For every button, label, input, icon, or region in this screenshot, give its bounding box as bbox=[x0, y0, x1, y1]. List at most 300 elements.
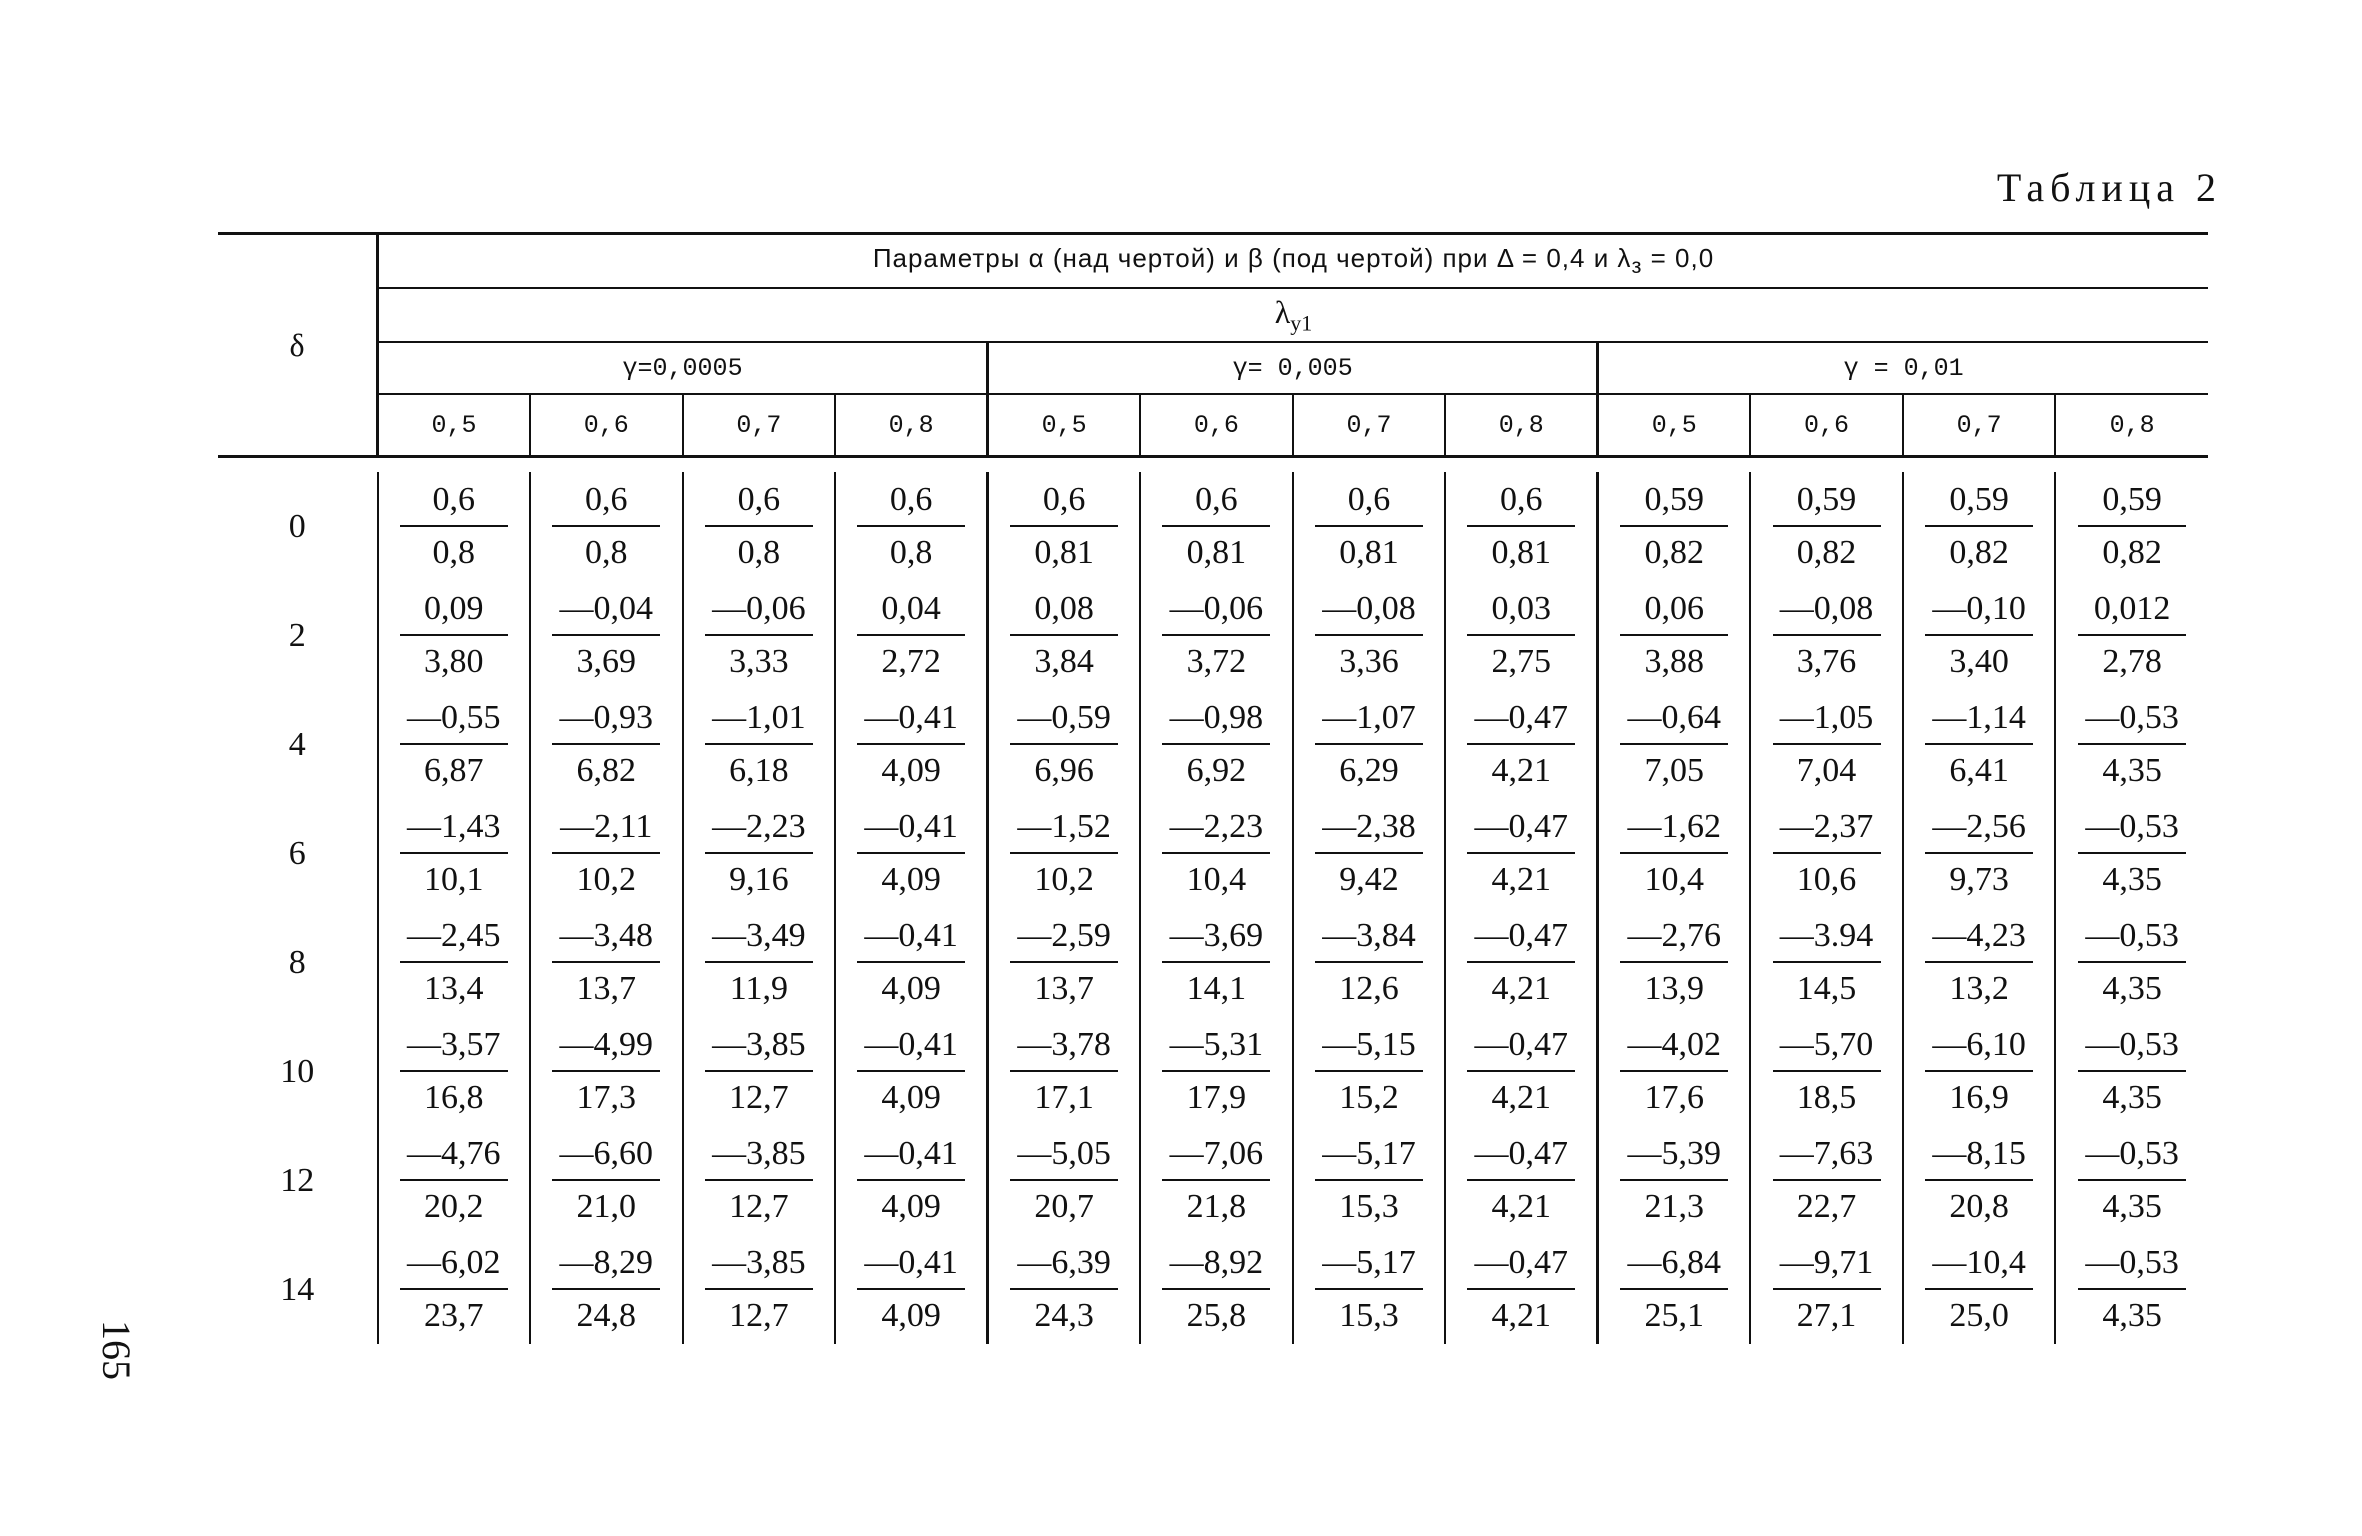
alpha-value: —0,53 bbox=[2078, 693, 2186, 745]
table-cell bbox=[988, 472, 1141, 581]
table-cell bbox=[835, 472, 988, 581]
alpha-value: —5,15 bbox=[1315, 1020, 1423, 1072]
alpha-value: —0,41 bbox=[857, 1238, 965, 1290]
beta-value: 9,73 bbox=[1949, 860, 2009, 898]
alpha-value: —10,4 bbox=[1925, 1238, 2033, 1290]
beta-value: 4,35 bbox=[2102, 969, 2162, 1007]
alpha-value: 0,59 bbox=[1773, 475, 1881, 527]
alpha-value: —2,76 bbox=[1620, 911, 1728, 963]
beta-value: 24,8 bbox=[576, 1296, 637, 1334]
table-cell bbox=[835, 690, 988, 799]
fraction bbox=[1620, 584, 1728, 688]
alpha-value: —0,98 bbox=[1162, 693, 1270, 745]
lambda-value-header: 0,5 bbox=[378, 394, 531, 457]
table-cell bbox=[683, 1126, 836, 1235]
fraction bbox=[1773, 475, 1881, 579]
fraction bbox=[705, 911, 813, 1015]
table-cell bbox=[1445, 908, 1598, 1017]
table-caption: Таблица 2 bbox=[1996, 165, 2222, 210]
table-cell bbox=[683, 799, 836, 908]
table-cell bbox=[378, 1017, 531, 1126]
beta-value: 10,6 bbox=[1796, 860, 1857, 898]
fraction bbox=[1620, 911, 1728, 1015]
table-cell bbox=[1445, 1126, 1598, 1235]
alpha-value: —1,05 bbox=[1773, 693, 1881, 745]
table-cell bbox=[1140, 581, 1293, 690]
beta-value: 4,21 bbox=[1491, 969, 1551, 1007]
fraction bbox=[1162, 584, 1270, 688]
table-cell bbox=[1445, 799, 1598, 908]
lambda-value-header: 0,7 bbox=[1903, 394, 2056, 457]
lambda-header bbox=[378, 288, 2209, 342]
alpha-value: 0,59 bbox=[2078, 475, 2186, 527]
parameters-table bbox=[218, 232, 2208, 1344]
table-cell bbox=[1750, 908, 1903, 1017]
table-cell bbox=[1598, 690, 1751, 799]
table-cell bbox=[378, 690, 531, 799]
table-cell bbox=[683, 472, 836, 581]
fraction bbox=[1315, 584, 1423, 688]
beta-value: 13,2 bbox=[1949, 969, 2009, 1007]
fraction bbox=[857, 802, 965, 906]
beta-value: 3,33 bbox=[729, 642, 789, 680]
beta-value: 12,7 bbox=[729, 1187, 789, 1225]
beta-value: 4,35 bbox=[2102, 1078, 2162, 1116]
beta-value: 6,18 bbox=[729, 751, 789, 789]
fraction bbox=[1925, 475, 2033, 579]
alpha-value: —5,17 bbox=[1315, 1238, 1423, 1290]
table-cell bbox=[1598, 908, 1751, 1017]
fraction bbox=[2078, 475, 2186, 579]
table-cell bbox=[1903, 1017, 2056, 1126]
beta-value: 21,8 bbox=[1186, 1187, 1247, 1225]
alpha-value: 0,03 bbox=[1467, 584, 1575, 636]
table-spacer-cell bbox=[218, 457, 2208, 473]
alpha-value: —7,63 bbox=[1773, 1129, 1881, 1181]
table-cell bbox=[530, 1235, 683, 1344]
table-cell bbox=[530, 1017, 683, 1126]
beta-value: 0,81 bbox=[1034, 533, 1094, 571]
alpha-value: 0,59 bbox=[1925, 475, 2033, 527]
alpha-value: —3,57 bbox=[400, 1020, 508, 1072]
fraction bbox=[857, 1020, 965, 1124]
alpha-value: —3,85 bbox=[705, 1238, 813, 1290]
beta-value: 13,7 bbox=[576, 969, 637, 1007]
beta-value: 0,82 bbox=[1644, 533, 1705, 571]
beta-value: 25,8 bbox=[1186, 1296, 1247, 1334]
lambda-value-header: 0,6 bbox=[1750, 394, 1903, 457]
beta-value: 4,09 bbox=[881, 751, 941, 789]
beta-value: 4,35 bbox=[2102, 860, 2162, 898]
table-cell bbox=[1750, 1235, 1903, 1344]
fraction bbox=[1773, 802, 1881, 906]
beta-value: 0,81 bbox=[1186, 533, 1247, 571]
beta-value: 11,9 bbox=[729, 969, 788, 1007]
beta-value: 4,21 bbox=[1491, 1296, 1551, 1334]
beta-value: 10,4 bbox=[1186, 860, 1247, 898]
beta-value: 10,1 bbox=[424, 860, 484, 898]
delta-value: 2 bbox=[288, 616, 306, 654]
table-cell bbox=[1598, 581, 1751, 690]
alpha-value: 0,08 bbox=[1010, 584, 1118, 636]
table-cell bbox=[1140, 690, 1293, 799]
alpha-value: —3,85 bbox=[705, 1020, 813, 1072]
alpha-value: —0,08 bbox=[1773, 584, 1881, 636]
fraction bbox=[552, 1020, 660, 1124]
fraction bbox=[552, 911, 660, 1015]
table-cell bbox=[378, 581, 531, 690]
fraction bbox=[552, 584, 660, 688]
table-cell bbox=[1293, 908, 1446, 1017]
alpha-value: —6,84 bbox=[1620, 1238, 1728, 1290]
alpha-value: 0,06 bbox=[1620, 584, 1728, 636]
table-cell bbox=[378, 1235, 531, 1344]
lambda-symbol: λ bbox=[1274, 293, 1291, 330]
beta-value: 0,8 bbox=[889, 533, 933, 571]
fraction bbox=[857, 475, 965, 579]
fraction bbox=[1162, 1238, 1270, 1342]
beta-value: 20,2 bbox=[424, 1187, 484, 1225]
alpha-value: —3,78 bbox=[1010, 1020, 1118, 1072]
fraction bbox=[2078, 693, 2186, 797]
fraction bbox=[1925, 911, 2033, 1015]
fraction bbox=[857, 911, 965, 1015]
beta-value: 20,8 bbox=[1949, 1187, 2009, 1225]
fraction bbox=[1773, 584, 1881, 688]
fraction bbox=[1315, 475, 1423, 579]
table-cell bbox=[683, 908, 836, 1017]
alpha-value: —0,53 bbox=[2078, 802, 2186, 854]
fraction bbox=[2078, 584, 2186, 688]
alpha-value: —0,93 bbox=[552, 693, 660, 745]
beta-value: 14,5 bbox=[1796, 969, 1857, 1007]
beta-value: 3,36 bbox=[1339, 642, 1399, 680]
fraction bbox=[1315, 911, 1423, 1015]
fraction bbox=[1315, 1020, 1423, 1124]
beta-value: 4,35 bbox=[2102, 1296, 2162, 1334]
fraction bbox=[705, 475, 813, 579]
alpha-value: —5,70 bbox=[1773, 1020, 1881, 1072]
beta-value: 4,09 bbox=[881, 1078, 941, 1116]
delta-value: 6 bbox=[288, 834, 306, 872]
fraction bbox=[1773, 1238, 1881, 1342]
fraction bbox=[1925, 584, 2033, 688]
fraction bbox=[400, 475, 508, 579]
beta-value: 17,1 bbox=[1034, 1078, 1094, 1116]
alpha-value: —2,11 bbox=[552, 802, 660, 854]
fraction bbox=[1773, 1129, 1881, 1233]
fraction bbox=[1620, 1020, 1728, 1124]
alpha-value: —0,47 bbox=[1467, 1020, 1575, 1072]
table-cell bbox=[1293, 1235, 1446, 1344]
table-row bbox=[218, 1017, 2208, 1126]
beta-value: 13,9 bbox=[1644, 969, 1705, 1007]
alpha-value: 0,04 bbox=[857, 584, 965, 636]
table-title bbox=[378, 234, 2209, 289]
table-cell bbox=[988, 690, 1141, 799]
fraction bbox=[1162, 1129, 1270, 1233]
fraction bbox=[2078, 1129, 2186, 1233]
beta-value: 7,05 bbox=[1644, 751, 1705, 789]
table-cell bbox=[988, 1126, 1141, 1235]
table-cell bbox=[1140, 799, 1293, 908]
alpha-value: —3.94 bbox=[1773, 911, 1881, 963]
beta-value: 12,7 bbox=[729, 1078, 789, 1116]
fraction bbox=[400, 584, 508, 688]
fraction bbox=[1162, 475, 1270, 579]
gamma-group-header: γ = 0,01 bbox=[1598, 342, 2208, 394]
table-cell bbox=[1445, 1017, 1598, 1126]
fraction bbox=[1925, 1238, 2033, 1342]
alpha-value: —5,05 bbox=[1010, 1129, 1118, 1181]
fraction bbox=[1467, 802, 1575, 906]
table-cell bbox=[1598, 1017, 1751, 1126]
table-cell bbox=[988, 1017, 1141, 1126]
alpha-value: —9,71 bbox=[1773, 1238, 1881, 1290]
table-cell bbox=[835, 1126, 988, 1235]
alpha-value: 0,6 bbox=[857, 475, 965, 527]
table-cell bbox=[1750, 472, 1903, 581]
alpha-value: —2,23 bbox=[1162, 802, 1270, 854]
table-cell bbox=[378, 799, 531, 908]
fraction bbox=[552, 802, 660, 906]
beta-value: 0,81 bbox=[1339, 533, 1399, 571]
table-row bbox=[218, 799, 2208, 908]
table-cell bbox=[530, 1126, 683, 1235]
beta-value: 12,7 bbox=[729, 1296, 789, 1334]
table-cell bbox=[378, 1126, 531, 1235]
beta-value: 17,3 bbox=[576, 1078, 637, 1116]
table-cell bbox=[1598, 799, 1751, 908]
table-cell bbox=[1750, 581, 1903, 690]
alpha-value: 0,6 bbox=[552, 475, 660, 527]
table-cell bbox=[378, 908, 531, 1017]
fraction bbox=[1315, 693, 1423, 797]
alpha-value: —3,84 bbox=[1315, 911, 1423, 963]
alpha-value: —0,47 bbox=[1467, 802, 1575, 854]
fraction bbox=[1010, 1129, 1118, 1233]
lambda-subscript: у1 bbox=[1290, 310, 1313, 336]
alpha-value: —2,37 bbox=[1773, 802, 1881, 854]
alpha-value: 0,6 bbox=[1010, 475, 1118, 527]
table-cell bbox=[1750, 1126, 1903, 1235]
beta-value: 3,88 bbox=[1644, 642, 1705, 680]
beta-value: 0,82 bbox=[1949, 533, 2009, 571]
alpha-value: —2,23 bbox=[705, 802, 813, 854]
fraction bbox=[1162, 802, 1270, 906]
table-cell bbox=[2055, 799, 2208, 908]
table-cell bbox=[530, 799, 683, 908]
table-cell bbox=[1445, 690, 1598, 799]
fraction bbox=[1620, 802, 1728, 906]
fraction bbox=[1010, 584, 1118, 688]
table-cell bbox=[530, 908, 683, 1017]
alpha-value: —5,31 bbox=[1162, 1020, 1270, 1072]
alpha-value: 0,6 bbox=[1467, 475, 1575, 527]
alpha-value: —1,52 bbox=[1010, 802, 1118, 854]
fraction bbox=[1620, 693, 1728, 797]
beta-value: 2,78 bbox=[2102, 642, 2162, 680]
alpha-value: —0,47 bbox=[1467, 1238, 1575, 1290]
table-cell bbox=[1140, 1235, 1293, 1344]
lambda-value-header: 0,5 bbox=[1598, 394, 1751, 457]
fraction bbox=[2078, 1238, 2186, 1342]
table-cell bbox=[835, 908, 988, 1017]
fraction bbox=[552, 1129, 660, 1233]
fraction bbox=[1162, 911, 1270, 1015]
fraction bbox=[1162, 1020, 1270, 1124]
beta-value: 25,1 bbox=[1644, 1296, 1705, 1334]
beta-value: 21,0 bbox=[576, 1187, 637, 1225]
alpha-value: —0,53 bbox=[2078, 1020, 2186, 1072]
beta-value: 3,69 bbox=[576, 642, 637, 680]
lambda-value-header: 0,6 bbox=[530, 394, 683, 457]
fraction bbox=[1467, 911, 1575, 1015]
table-cell bbox=[530, 690, 683, 799]
alpha-value: —2,38 bbox=[1315, 802, 1423, 854]
fraction bbox=[552, 475, 660, 579]
table-cell bbox=[2055, 1126, 2208, 1235]
alpha-value: —5,39 bbox=[1620, 1129, 1728, 1181]
fraction bbox=[1467, 475, 1575, 579]
fraction bbox=[1925, 693, 2033, 797]
alpha-value: —5,17 bbox=[1315, 1129, 1423, 1181]
table-cell bbox=[530, 581, 683, 690]
table-cell bbox=[2055, 908, 2208, 1017]
beta-value: 10,4 bbox=[1644, 860, 1705, 898]
alpha-value: 0,012 bbox=[2078, 584, 2186, 636]
beta-value: 0,8 bbox=[737, 533, 781, 571]
fraction bbox=[1773, 911, 1881, 1015]
alpha-value: —0,64 bbox=[1620, 693, 1728, 745]
alpha-value: 0,6 bbox=[705, 475, 813, 527]
fraction bbox=[2078, 802, 2186, 906]
table-cell bbox=[835, 799, 988, 908]
table-cell bbox=[1445, 581, 1598, 690]
lambda-value-header: 0,8 bbox=[835, 394, 988, 457]
beta-value: 2,72 bbox=[881, 642, 941, 680]
alpha-value: —6,02 bbox=[400, 1238, 508, 1290]
table-cell bbox=[1903, 1235, 2056, 1344]
fraction bbox=[1010, 1238, 1118, 1342]
alpha-value: —0,06 bbox=[705, 584, 813, 636]
fraction bbox=[857, 1129, 965, 1233]
fraction bbox=[705, 584, 813, 688]
alpha-value: —0,47 bbox=[1467, 911, 1575, 963]
table-cell bbox=[1598, 472, 1751, 581]
fraction bbox=[1620, 1129, 1728, 1233]
beta-value: 4,35 bbox=[2102, 751, 2162, 789]
lambda-value-header: 0,7 bbox=[683, 394, 836, 457]
fraction bbox=[857, 1238, 965, 1342]
alpha-value: —8,92 bbox=[1162, 1238, 1270, 1290]
table-cell bbox=[2055, 1017, 2208, 1126]
delta-value: 14 bbox=[280, 1270, 315, 1308]
alpha-value: —6,10 bbox=[1925, 1020, 2033, 1072]
alpha-value: —0,55 bbox=[400, 693, 508, 745]
fraction bbox=[1467, 1020, 1575, 1124]
alpha-value: —4,76 bbox=[400, 1129, 508, 1181]
beta-value: 17,9 bbox=[1186, 1078, 1247, 1116]
table-row bbox=[218, 1126, 2208, 1235]
fraction bbox=[1467, 693, 1575, 797]
beta-value: 16,9 bbox=[1949, 1078, 2009, 1116]
beta-value: 17,6 bbox=[1644, 1078, 1705, 1116]
beta-value: 4,35 bbox=[2102, 1187, 2162, 1225]
table-spacer-row bbox=[218, 457, 2208, 473]
beta-value: 23,7 bbox=[424, 1296, 484, 1334]
alpha-value: —0,53 bbox=[2078, 1129, 2186, 1181]
fraction bbox=[1773, 693, 1881, 797]
alpha-value: —3,85 bbox=[705, 1129, 813, 1181]
fraction bbox=[1925, 1020, 2033, 1124]
alpha-value: —2,45 bbox=[400, 911, 508, 963]
table-row bbox=[218, 690, 2208, 799]
beta-value: 9,16 bbox=[729, 860, 789, 898]
table-cell bbox=[1903, 799, 2056, 908]
alpha-value: —1,14 bbox=[1925, 693, 2033, 745]
table-cell bbox=[1750, 690, 1903, 799]
alpha-value: —0,06 bbox=[1162, 584, 1270, 636]
beta-value: 2,75 bbox=[1491, 642, 1551, 680]
alpha-value: —1,07 bbox=[1315, 693, 1423, 745]
beta-value: 9,42 bbox=[1339, 860, 1399, 898]
beta-value: 4,21 bbox=[1491, 860, 1551, 898]
fraction bbox=[705, 802, 813, 906]
beta-value: 0,8 bbox=[432, 533, 476, 571]
alpha-value: —2,59 bbox=[1010, 911, 1118, 963]
table-cell bbox=[1903, 690, 2056, 799]
alpha-value: —0,47 bbox=[1467, 1129, 1575, 1181]
alpha-value: —0,41 bbox=[857, 802, 965, 854]
beta-value: 3,72 bbox=[1186, 642, 1247, 680]
table-cell bbox=[683, 581, 836, 690]
beta-value: 4,21 bbox=[1491, 751, 1551, 789]
fraction bbox=[400, 693, 508, 797]
beta-value: 3,84 bbox=[1034, 642, 1094, 680]
beta-value: 20,7 bbox=[1034, 1187, 1094, 1225]
alpha-value: 0,6 bbox=[1315, 475, 1423, 527]
alpha-value: —4,23 bbox=[1925, 911, 2033, 963]
fraction bbox=[1315, 1238, 1423, 1342]
table-cell bbox=[835, 1235, 988, 1344]
table-cell bbox=[2055, 472, 2208, 581]
table-cell bbox=[530, 472, 683, 581]
fraction bbox=[1010, 1020, 1118, 1124]
alpha-value: —4,99 bbox=[552, 1020, 660, 1072]
beta-value: 12,6 bbox=[1339, 969, 1399, 1007]
table-cell bbox=[1293, 1126, 1446, 1235]
alpha-value: —0,10 bbox=[1925, 584, 2033, 636]
alpha-value: —2,56 bbox=[1925, 802, 2033, 854]
lambda-value-header: 0,6 bbox=[1140, 394, 1293, 457]
table-cell bbox=[835, 581, 988, 690]
table-cell bbox=[683, 1017, 836, 1126]
fraction bbox=[705, 693, 813, 797]
fraction bbox=[1010, 802, 1118, 906]
alpha-value: —8,29 bbox=[552, 1238, 660, 1290]
beta-value: 16,8 bbox=[424, 1078, 484, 1116]
fraction bbox=[1010, 475, 1118, 579]
fraction bbox=[1010, 693, 1118, 797]
fraction bbox=[705, 1020, 813, 1124]
beta-value: 24,3 bbox=[1034, 1296, 1094, 1334]
delta-value: 10 bbox=[280, 1052, 315, 1090]
fraction bbox=[857, 584, 965, 688]
table-cell bbox=[1598, 1235, 1751, 1344]
table-cell bbox=[988, 908, 1141, 1017]
beta-value: 27,1 bbox=[1796, 1296, 1857, 1334]
